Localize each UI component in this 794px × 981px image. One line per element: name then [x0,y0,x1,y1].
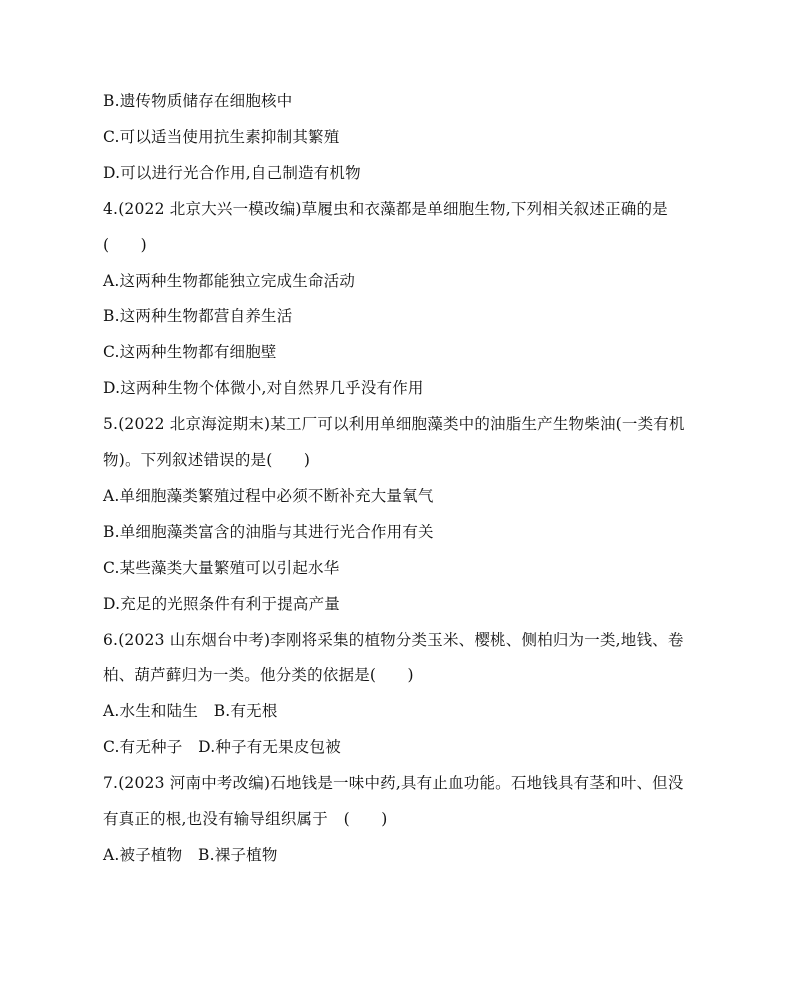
q3-option-b: B.遗传物质储存在细胞核中 [103,92,293,110]
q5-option-a: A.单细胞藻类繁殖过程中必须不断补充大量氧气 [103,487,434,505]
q4-answer-bracket: ( ) [103,236,147,254]
q5-option-b: B.单细胞藻类富含的油脂与其进行光合作用有关 [103,523,434,541]
q3-option-c: C.可以适当使用抗生素抑制其繁殖 [103,128,340,146]
q5-stem-cont: 物)。下列叙述错误的是( ) [103,451,311,469]
q6-stem: 6.(2023 山东烟台中考)李刚将采集的植物分类玉米、樱桃、侧柏归为一类,地钱、卷 [103,631,684,649]
q5-stem: 5.(2022 北京海淀期末)某工厂可以利用单细胞藻类中的油脂生产生物柴油(一类有机 [103,415,685,433]
q6-options-cd: C.有无种子 D.种子有无果皮包被 [103,738,341,756]
q7-options-ab: A.被子植物 B.裸子植物 [103,846,278,864]
q7-stem-cont: 有真正的根,也没有输导组织属于 ( ) [103,810,388,828]
q6-stem-cont: 柏、葫芦藓归为一类。他分类的依据是( ) [103,666,414,684]
q4-option-b: B.这两种生物都营自养生活 [103,307,293,325]
q3-option-d: D.可以进行光合作用,自己制造有机物 [103,164,361,182]
q4-option-a: A.这两种生物都能独立完成生命活动 [103,272,356,290]
q4-option-d: D.这两种生物个体微小,对自然界几乎没有作用 [103,379,424,397]
q5-option-c: C.某些藻类大量繁殖可以引起水华 [103,559,340,577]
q6-options-ab: A.水生和陆生 B.有无根 [103,702,278,720]
q4-option-c: C.这两种生物都有细胞壁 [103,343,277,361]
q5-option-d: D.充足的光照条件有利于提高产量 [103,595,341,613]
q4-stem: 4.(2022 北京大兴一模改编)草履虫和衣藻都是单细胞生物,下列相关叙述正确的是 [103,200,668,218]
q7-stem: 7.(2023 河南中考改编)石地钱是一味中药,具有止血功能。石地钱具有茎和叶、但没 [103,774,684,792]
